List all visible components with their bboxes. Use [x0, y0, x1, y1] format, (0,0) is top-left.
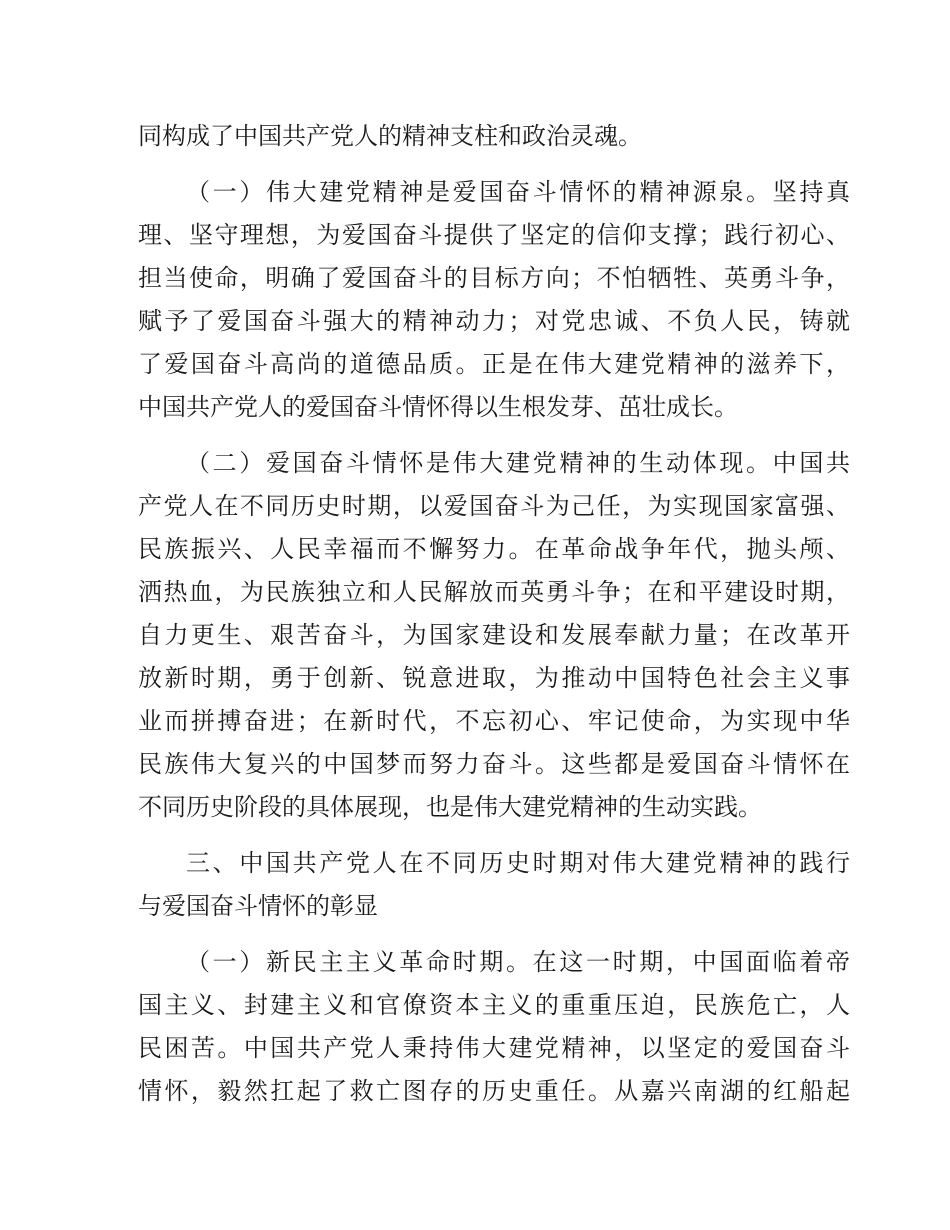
text-line: 三、中国共产党人在不同历史时期对伟大建党精神的践行: [186, 851, 850, 877]
para-continuation: [138, 116, 850, 159]
text-line: 民族伟大复兴的中国梦而努力奋斗。这些都是爱国奋斗情怀在: [138, 752, 850, 778]
para-point-one: [138, 172, 850, 430]
text-line: 情怀，毅然扛起了救亡图存的历史重任。从嘉兴南湖的红船起: [138, 1079, 850, 1105]
text-line: 与爱国奋斗情怀的彰显: [138, 894, 378, 920]
text-line: 了爱国奋斗高尚的道德品质。正是在伟大建党精神的滋养下，: [138, 352, 850, 378]
text-line: 中国共产党人的爱国奋斗情怀得以生根发芽、茁壮成长。: [138, 395, 738, 421]
text-line: 不同历史阶段的具体展现，也是伟大建党精神的生动实践。: [138, 795, 762, 821]
heading-section-three: [138, 843, 850, 929]
text-line: 业而拼搏奋进；在新时代，不忘初心、牢记使命，为实现中华: [138, 709, 850, 735]
para-point-two: [138, 443, 850, 830]
text-line: 担当使命，明确了爱国奋斗的目标方向；不怕牺牲、英勇斗争，: [138, 266, 850, 292]
text-line: （一）新民主主义革命时期。在这一时期，中国面临着帝: [186, 950, 850, 976]
text-line: 国主义、封建主义和官僚资本主义的重重压迫，民族危亡，人: [138, 993, 850, 1019]
text-line: （二）爱国奋斗情怀是伟大建党精神的生动体现。中国共: [186, 451, 850, 477]
text-line: 同构成了中国共产党人的精神支柱和政治灵魂。: [138, 124, 642, 150]
para-new-democratic-revolution: [138, 942, 850, 1114]
text-line: 理、坚守理想，为爱国奋斗提供了坚定的信仰支撑；践行初心、: [138, 223, 850, 249]
text-line: 放新时期，勇于创新、锐意进取，为推动中国特色社会主义事: [138, 666, 850, 692]
document-text-block: [138, 116, 850, 1114]
text-line: （一）伟大建党精神是爱国奋斗情怀的精神源泉。坚持真: [186, 180, 850, 206]
text-line: 民族振兴、人民幸福而不懈努力。在革命战争年代，抛头颅、: [138, 537, 850, 563]
text-line: 自力更生、艰苦奋斗，为国家建设和发展奉献力量；在改革开: [138, 623, 850, 649]
text-line: 洒热血，为民族独立和人民解放而英勇斗争；在和平建设时期，: [138, 580, 850, 606]
text-line: 赋予了爱国奋斗强大的精神动力；对党忠诚、不负人民，铸就: [138, 309, 850, 335]
text-line: 产党人在不同历史时期，以爱国奋斗为己任，为实现国家富强、: [138, 494, 850, 520]
text-line: 民困苦。中国共产党人秉持伟大建党精神，以坚定的爱国奋斗: [138, 1036, 850, 1062]
